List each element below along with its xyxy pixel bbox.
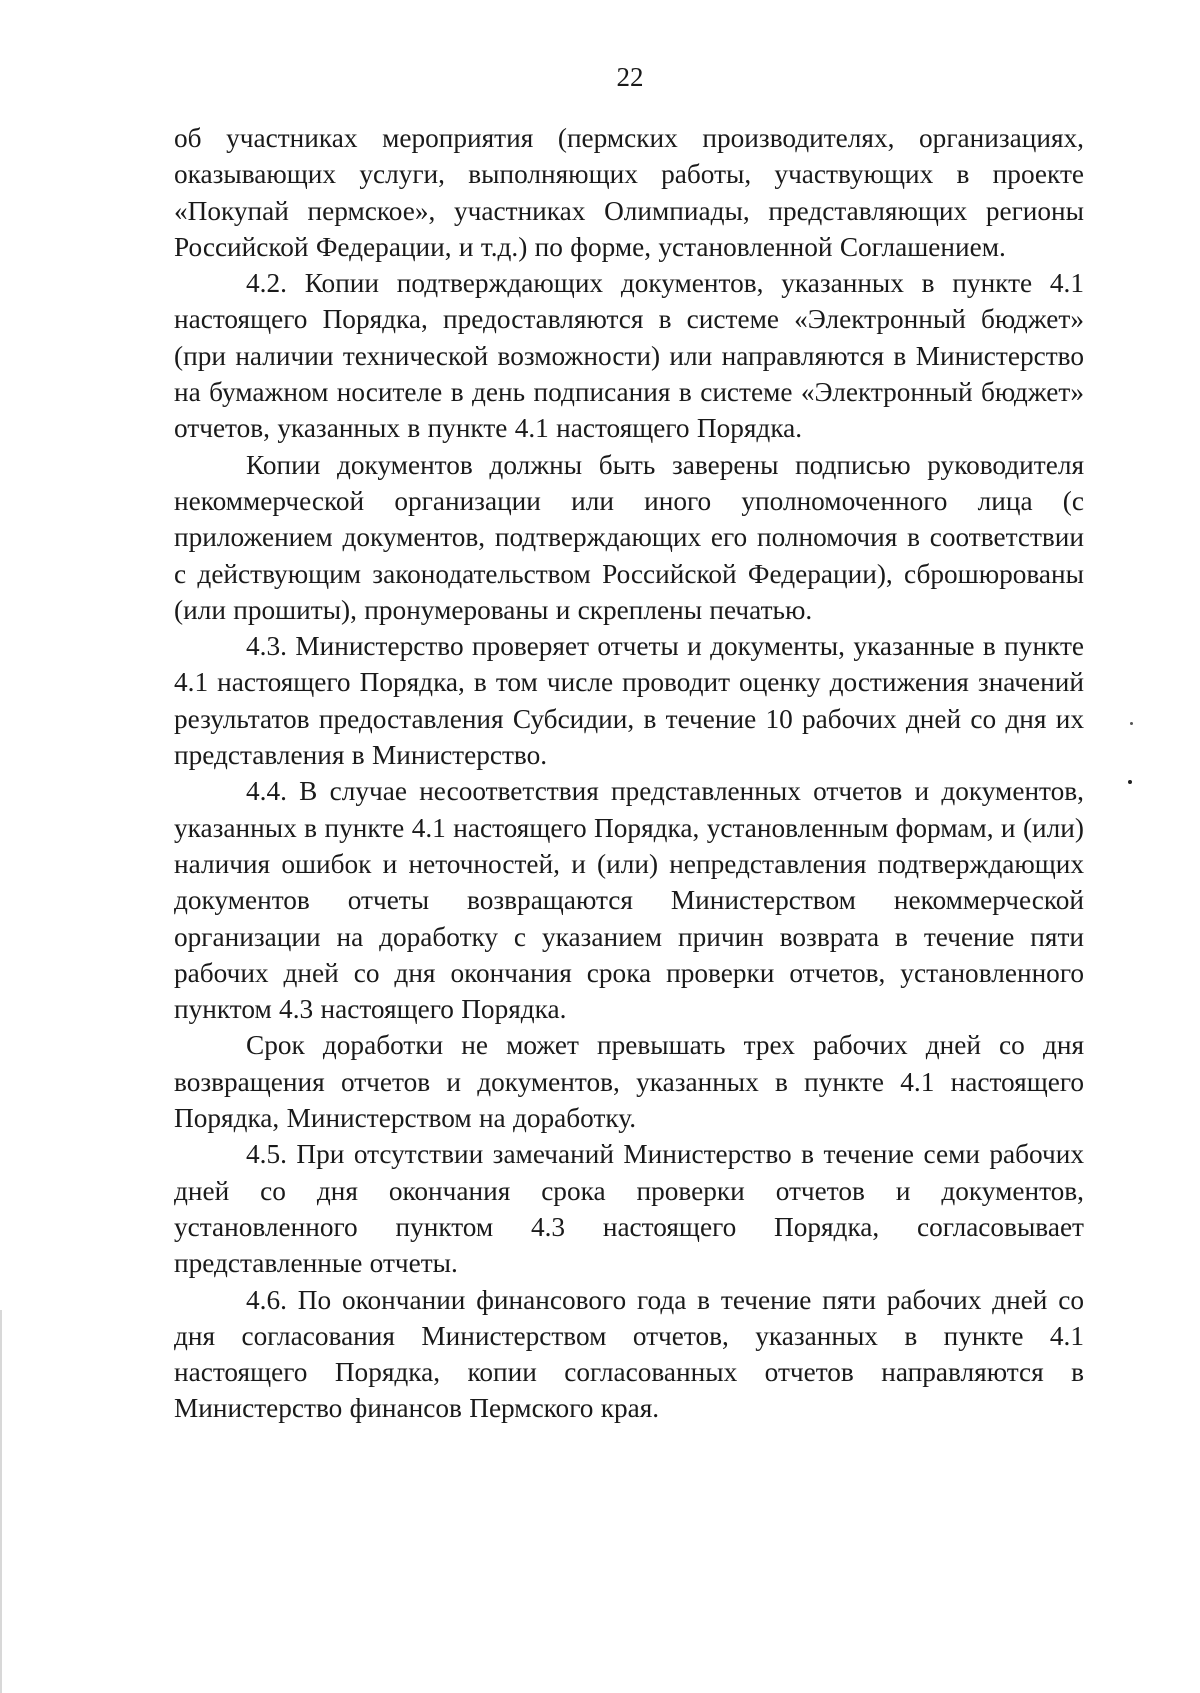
paragraph-continuation: об участниках мероприятия (пермских производителях, организациях, оказывающих услуги, выполняющих работы, участвующих в проекте «Покупай пермское», участниках Олимпиады, представляющих регионы Российской Федерации, и т.д.) по форме, установленной Соглашением. xyxy=(174,123,1084,262)
document-body xyxy=(174,120,1084,1427)
paragraph-4-4: 4.4. В случае несоответствия представленных отчетов и документов, указанных в пункте 4.1 настоящего Порядка, установленным формам, и (или) наличия ошибок и неточностей, и (или) непредставления подтверждающих документов отчеты возвращаются Министерством некоммерческой организации на доработку с указанием причин возврата в течение пяти рабочих дней со дня окончания срока проверки отчетов, установленного пунктом 4.3 настоящего Порядка. xyxy=(174,776,1084,1025)
scan-speck xyxy=(1128,780,1132,784)
scan-speck xyxy=(1130,722,1133,725)
paragraph-4-2: 4.2. Копии подтверждающих документов, указанных в пункте 4.1 настоящего Порядка, предоставляются в системе «Электронный бюджет» (при наличии технической возможности) или направляются в Министерство на бумажном носителе в день подписания в системе «Электронный бюджет» отчетов, указанных в пункте 4.1 настоящего Порядка. xyxy=(174,268,1084,444)
paragraph-copies-certification: Копии документов должны быть заверены подписью руководителя некоммерческой организации или иного уполномоченного лица (с приложением документов, подтверждающих его полномочия в соответствии с действующим законодательством Российской Федерации), сброшюрованы (или прошиты), пронумерованы и скреплены печатью. xyxy=(174,449,1084,625)
paragraph-4-6: 4.6. По окончании финансового года в течение пяти рабочих дней со дня согласования Министерством отчетов, указанных в пункте 4.1 настоящего Порядка, копии согласованных отчетов направляются в Министерство финансов Пермского края. xyxy=(174,1284,1084,1424)
paragraph-4-3: 4.3. Министерство проверяет отчеты и документы, указанные в пункте 4.1 настоящего Порядка, в том числе проводит оценку достижения значений результатов предоставления Субсидии, в течение 10 рабочих дней со дня их представления в Министерство. xyxy=(174,631,1084,771)
page-number: 22 xyxy=(616,62,644,92)
paragraph-revision-term: Срок доработки не может превышать трех рабочих дней со дня возвращения отчетов и документов, указанных в пункте 4.1 настоящего Порядка, Министерством на доработку. xyxy=(174,1030,1084,1134)
paragraph-4-5: 4.5. При отсутствии замечаний Министерство в течение семи рабочих дней со дня окончания срока проверки отчетов и документов, установленного пунктом 4.3 настоящего Порядка, согласовывает представленные отчеты. xyxy=(174,1139,1084,1279)
scan-edge xyxy=(0,1310,2,1693)
